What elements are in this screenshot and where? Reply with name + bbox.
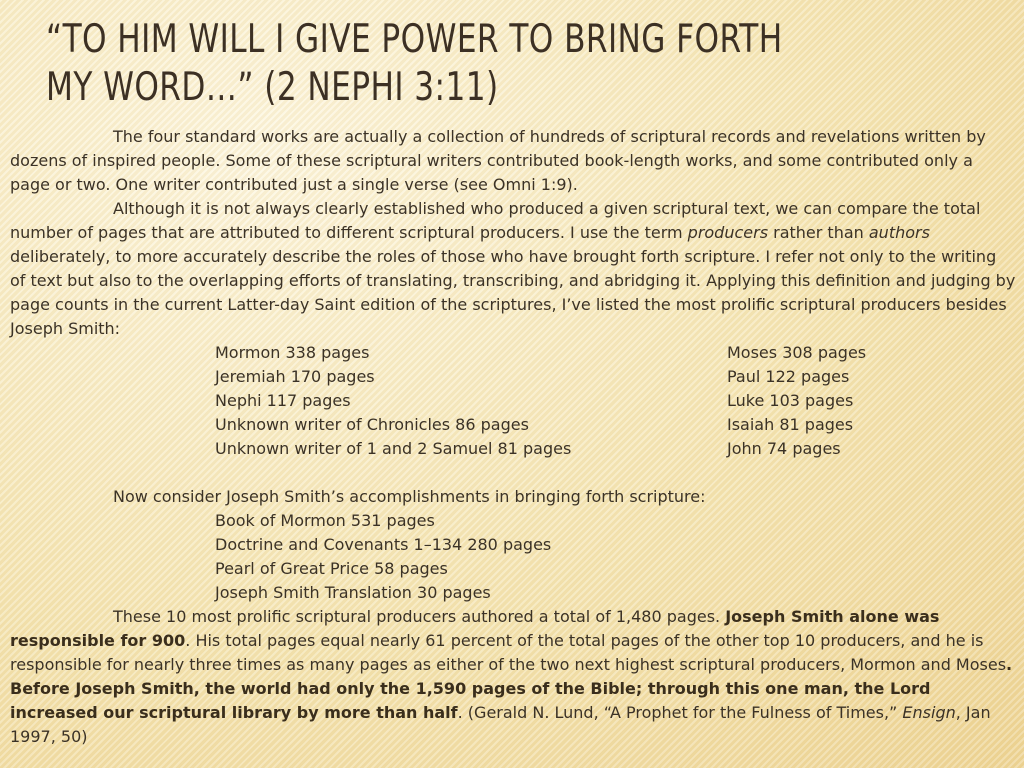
conclusion-paragraph	[10, 605, 1016, 749]
intro-paragraph-2	[10, 197, 1016, 341]
producer-right-entry: Isaiah 81 pages	[727, 415, 854, 434]
title-line-1: “TO HIM WILL I GIVE POWER TO BRING FORTH	[46, 17, 783, 62]
joseph-smith-works-list	[10, 509, 1016, 605]
slide-title	[46, 16, 814, 112]
title-line-2-main: MY WORD…” (	[46, 65, 277, 110]
producers-row	[10, 389, 1016, 413]
conclusion-text-a: These 10 most prolific scriptural producers authored a total of 1,480 pages.	[113, 607, 726, 626]
producers-row	[10, 413, 1016, 437]
producers-row	[10, 341, 1016, 365]
producers-row	[10, 437, 1016, 461]
intro-paragraph-1: The four standard works are actually a collection of hundreds of scriptural records and revelations written by dozens of inspired people. Some of these scriptural writers contributed book-length works, and some contributed only a page or two. One writer contributed just a single verse (see Omni 1:9).	[10, 127, 986, 194]
joseph-smith-work	[10, 509, 1016, 533]
intro-p2-emphasis-authors: authors	[868, 223, 930, 242]
work-entry: Doctrine and Covenants 1–134 280 pages	[215, 535, 552, 554]
producer-left-entry: Mormon 338 pages	[215, 343, 370, 362]
joseph-smith-work	[10, 581, 1016, 605]
slide-body	[10, 125, 1016, 749]
conclusion-text-b: . His total pages equal nearly 61 percent of the total pages of the other top 10 producers, and he is responsible for nearly three times as many pages as either of the two next highest scriptural producers, Mormon and Moses	[10, 631, 1007, 674]
citation-ensign: Ensign	[902, 703, 956, 722]
conclusion-citation-a: . (Gerald N. Lund, “A Prophet for the Fulness of Times,”	[457, 703, 903, 722]
joseph-smith-work	[10, 557, 1016, 581]
producer-left-entry: Unknown writer of Chronicles 86 pages	[215, 415, 529, 434]
conclusion-bold-900: Joseph Smith alone was responsible for 900	[10, 607, 940, 650]
producer-left-entry: Jeremiah 170 pages	[215, 367, 375, 386]
spacer	[10, 461, 1016, 485]
intro-p2-text-a: Although it is not always clearly established who produced a given scriptural text, we can compare the total number of pages that are attributed to different scriptural producers. I use the term	[10, 199, 981, 242]
conclusion-citation-b: , Jan 1997, 50)	[10, 703, 991, 746]
title-scripture-reference: 2 NEPHI 3:11	[276, 65, 486, 110]
producer-left-entry: Unknown writer of 1 and 2 Samuel 81 pages	[215, 439, 572, 458]
title-line-2	[46, 64, 814, 112]
producer-left-entry: Nephi 117 pages	[215, 391, 351, 410]
work-entry: Book of Mormon 531 pages	[215, 511, 435, 530]
work-entry: Pearl of Great Price 58 pages	[215, 559, 448, 578]
producers-row	[10, 365, 1016, 389]
producer-right-entry: Luke 103 pages	[727, 391, 854, 410]
intro-p2-text-b: rather than	[768, 223, 869, 242]
producer-right-entry: John 74 pages	[727, 439, 841, 458]
intro-p2-emphasis-producers: producers	[687, 223, 769, 242]
work-entry: Joseph Smith Translation 30 pages	[215, 583, 491, 602]
conclusion-bold-bible: . Before Joseph Smith, the world had only the 1,590 pages of the Bible; through this one man, the Lord increased our scriptural library by more than half	[10, 655, 1013, 722]
producers-list	[10, 341, 1016, 461]
producer-right-entry: Moses 308 pages	[727, 343, 867, 362]
producer-right-entry: Paul 122 pages	[727, 367, 850, 386]
joseph-smith-work	[10, 533, 1016, 557]
title-line-2-close: )	[485, 65, 499, 110]
intro-p2-text-c: deliberately, to more accurately describe the roles of those who have brought forth scripture. I refer not only to the writing of text but also to the overlapping efforts of translating, transcribing, and abridging it. Applying this definition and judging by page counts in the current Latter-day Saint edition of the scriptures, I’ve listed the most prolific scriptural producers besides Joseph Smith:	[10, 247, 1016, 338]
joseph-smith-lead: Now consider Joseph Smith’s accomplishments in bringing forth scripture:	[113, 487, 706, 506]
